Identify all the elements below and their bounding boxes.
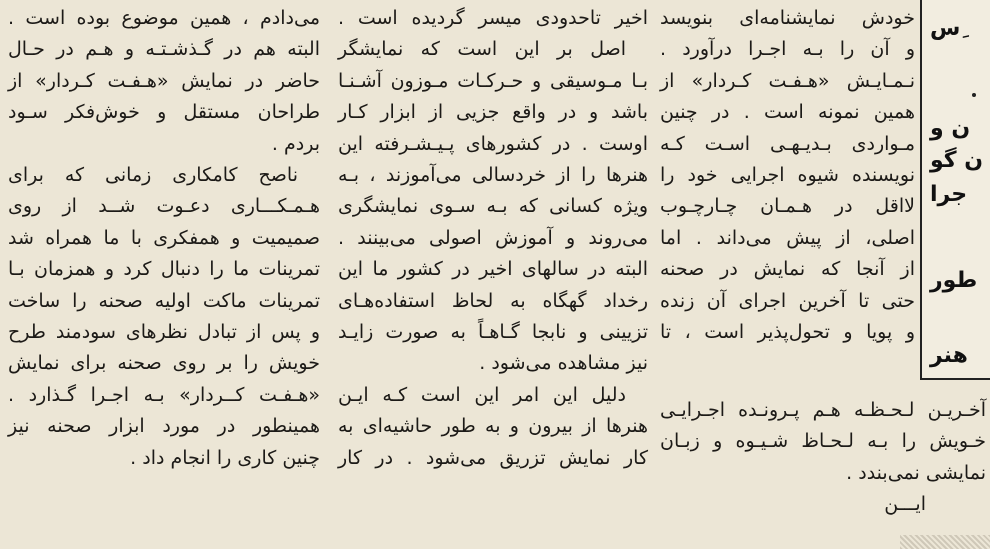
text-line: چنین کاری را انجام داد . xyxy=(130,446,320,469)
text-line: همینطور در مورد ابزار صحنه نیز xyxy=(8,415,320,438)
text-line: ناصح کامکاری زمانی که برای xyxy=(8,164,298,187)
text-line: نمایشی نمی‌بندد . xyxy=(846,461,986,484)
text-line: «هـفـت کــردار» بـه اجـرا گـذارد . xyxy=(8,383,320,406)
text-line: نیز مشاهده می‌شود . xyxy=(479,352,648,375)
right-column-continuation xyxy=(660,395,986,521)
text-line: همین نمونه است . در چنین xyxy=(660,101,915,124)
sidebar-fragment: جرا xyxy=(930,182,968,207)
text-line: خودش نمایشنامه‌ای بنویسد xyxy=(660,7,915,29)
text-line: صمیمیت و همفکری با ما همراه شد xyxy=(8,226,320,249)
text-line: البته هم در گـذشـتـه و هـم در حـال xyxy=(8,38,320,61)
text-line: مـواردی بـدیـهـی اسـت کـه xyxy=(660,132,915,155)
sidebar-fragment: ن گو xyxy=(930,148,984,173)
text-line: آخـریـن لـحـظـه هـم پـرونـده اجـرایـی xyxy=(660,399,986,421)
text-line: ایـــن xyxy=(884,493,926,516)
text-line: کار نمایش تزریق می‌شود . در کار xyxy=(338,446,648,469)
text-line: رخداد گهگاه به لحاظ استفاده‌هـای xyxy=(338,289,648,312)
text-line: از آنجا که نمایش در صحنه xyxy=(660,258,915,281)
sidebar-fragment: هنر xyxy=(930,343,968,368)
sidebar-box xyxy=(920,0,990,380)
text-line: نـمـایـش «هـفـت کـردار» از xyxy=(660,69,915,92)
text-line: می‌دادم ، همین موضوع بوده است . xyxy=(8,7,320,29)
sidebar-dot xyxy=(972,93,976,97)
text-line: تمرینات ما را دنبال کرد و همزمان بـا xyxy=(8,258,320,281)
text-line: نویسنده شیوه اجرایی خود را xyxy=(660,164,915,187)
text-line: اخیر تاحدودی میسر گردیده است . xyxy=(338,7,648,29)
text-line: بردم . xyxy=(271,132,320,155)
text-line: می‌روند و آموزش اصولی می‌بینند . xyxy=(338,226,648,249)
left-column xyxy=(8,3,320,474)
text-line: تزیینی و نابجا گـاهـاً به صورت زایـد xyxy=(338,321,648,344)
text-line: و پس از تبادل نظرهای سودمند طرح xyxy=(8,321,320,344)
text-line: هنرها از بیرون و به طور حاشیه‌ای به xyxy=(338,415,648,438)
text-line: و پویا و تحول‌پذیر است ، تا xyxy=(660,321,915,344)
text-line: خویش را بر روی صحنه برای نمایش xyxy=(8,352,320,375)
text-line: لااقل در هـمـان چـارچـوب xyxy=(660,195,915,218)
text-line: باشد و در واقع جزیی از ابزار کـار xyxy=(338,101,648,124)
text-line: تمرینات ماکت اولیه صحنه را ساخت xyxy=(8,289,320,312)
text-line: طراحان مستقل و خوش‌فکر سـود xyxy=(8,101,320,124)
sidebar-fragment: طور xyxy=(930,268,978,293)
text-line: هـمـکـــاری دعـوت شــد از روی xyxy=(8,195,320,218)
text-line: اصل بر این است که نمایشگر xyxy=(338,38,626,61)
text-line: حتی تا آخرین اجرای آن زنده xyxy=(660,289,915,312)
text-line: اصلی، از پیش می‌داند . اما xyxy=(660,226,915,249)
paper-texture xyxy=(900,535,990,549)
sidebar-fragment: ِس xyxy=(930,16,961,41)
text-line: البته در سالهای اخیر در کشور ما این xyxy=(338,258,648,281)
text-line: بـا مـوسیقی و حـرکـات مـوزون آشـنـا xyxy=(338,69,648,92)
text-line: اوست . در کشورهای پـیـشـرفته این xyxy=(338,132,648,155)
text-line: خـویش را بـه لـحـاظ شـیـوه و زبـان xyxy=(660,430,986,453)
right-column xyxy=(660,3,915,348)
text-line: و آن را بـه اجـرا درآورد . xyxy=(660,38,915,61)
sidebar-fragment: ن و xyxy=(930,116,971,141)
text-line: ویژه کسانی که بـه سـوی نمایشگری xyxy=(338,195,648,218)
middle-column xyxy=(338,3,648,474)
text-line: حاضر در نمایش «هـفـت کـردار» از xyxy=(8,69,320,92)
text-line: دلیل این امر این است کـه ایـن xyxy=(338,383,626,406)
text-line: هنرها را از خردسالی می‌آموزند ، بـه xyxy=(338,164,648,187)
